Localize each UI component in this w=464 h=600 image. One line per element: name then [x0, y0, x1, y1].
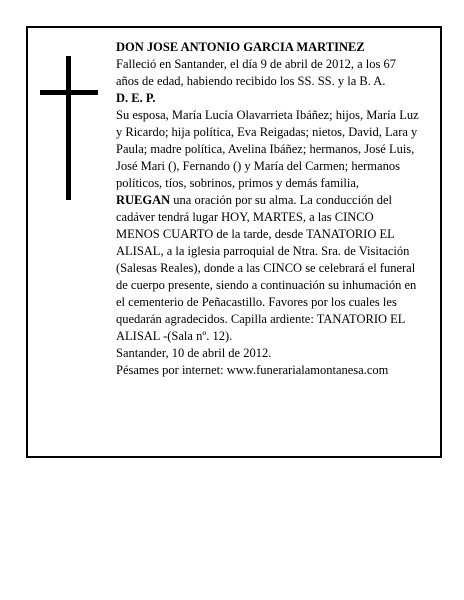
rip-line: D. E. P. [116, 91, 156, 105]
condolences-line: Pésames por internet: www.funerarialamontanesa.com [116, 363, 389, 377]
death-info: Falleció en Santander, el día 9 de abril de 2012, a los 67 años de edad, habiendo recibido los SS. SS. y la B. A. [116, 57, 396, 88]
ruegan-text: una oración por su alma. La conducción del cadáver tendrá lugar HOY, MARTES, a las CINCO MENOS CUARTO de la tarde, desde TANATORIO EL ALISAL, a la iglesia parroquial de Ntra. Sra. de Visitación (Salesas Reales), donde a las CINCO se celebrará el funeral de cuerpo presente, siendo a continuación su inhumación en el cementerio de Peñacastillo. Favores por los cuales les quedarán agradecidos. Capilla ardiente: TANATORIO EL ALISAL -(Sala nº. 12). [116, 193, 417, 343]
obituary-notice [26, 26, 442, 458]
cross-horizontal-bar [40, 90, 98, 95]
deceased-name: DON JOSE ANTONIO GARCIA MARTINEZ [116, 40, 365, 54]
cross-vertical-bar [66, 56, 71, 200]
ruegan-label: RUEGAN [116, 193, 171, 207]
family-list: Su esposa, María Lucía Olavarrieta Ibáñez; hijos, María Luz y Ricardo; hija política, Eva Reigadas; nietos, David, Lara y Paula; madre política, Avelina Ibáñez; hermanos, José Luis, José Mari (), Fernando () y María del Carmen; hermanos políticos, tíos, sobrinos, primos y demás familia, [116, 108, 419, 190]
obituary-text [116, 39, 420, 379]
ruegan-paragraph [116, 192, 420, 345]
cross-icon [40, 56, 98, 200]
place-date: Santander, 10 de abril de 2012. [116, 346, 272, 360]
